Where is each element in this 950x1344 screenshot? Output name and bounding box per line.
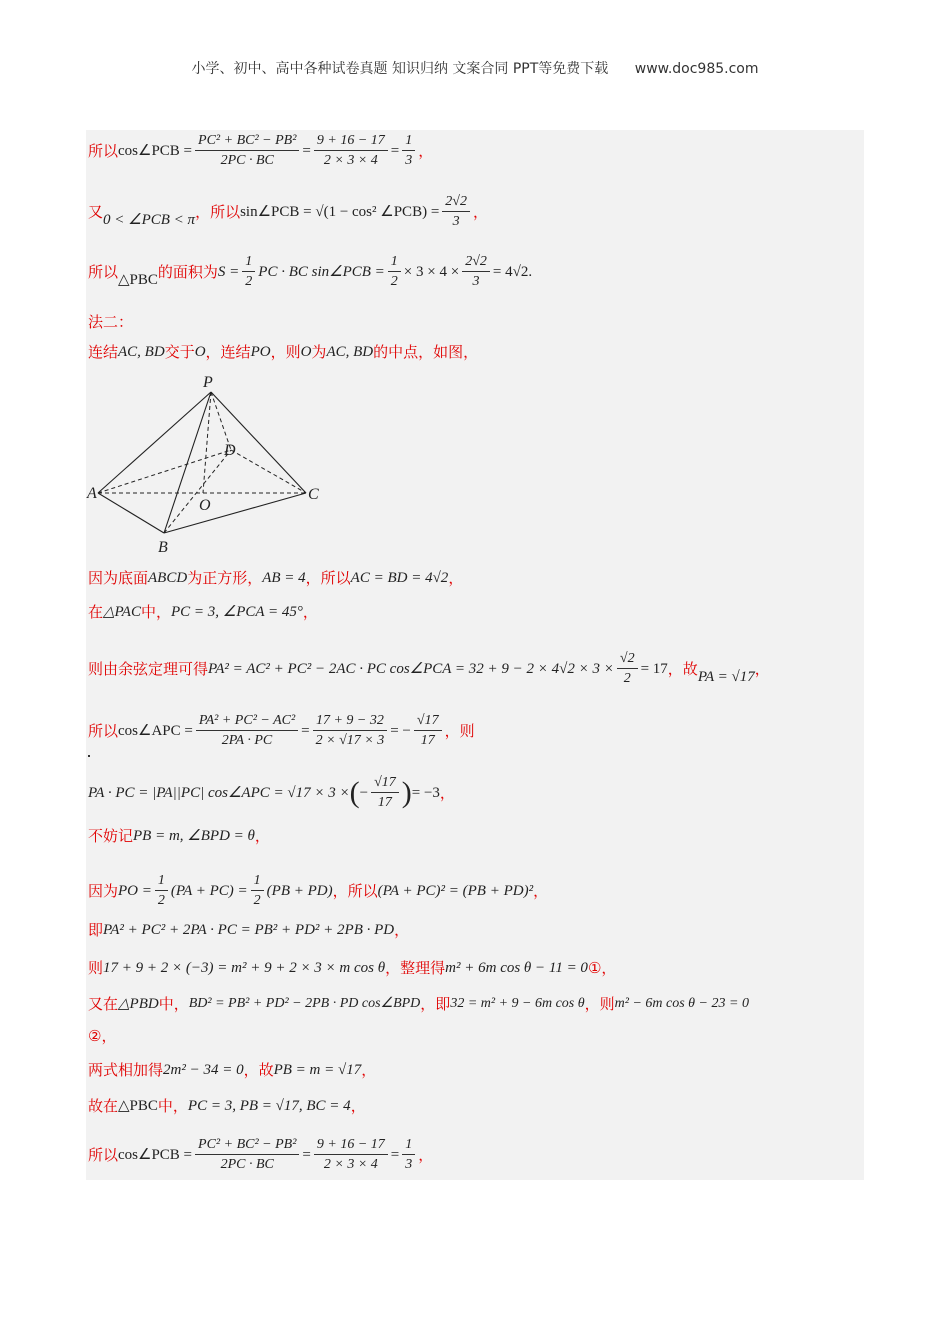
line-cosine-law-pa: 则由余弦定理可得 PA² = AC² + PC² − 2AC · PC cos∠PCA = 32 + 9 − 2 × 4√2 × 3 × $\frac{√2}{2}$ = 17 ，故 PA = √17 ， xyxy=(88,651,770,686)
fraction: $\frac{1}{3}$ xyxy=(402,132,415,169)
fraction: $\frac{√17}{17}$ xyxy=(371,774,399,811)
fraction: $\frac{1}{2}$ xyxy=(388,253,401,290)
fraction: $\frac{\text{PA² + PC² − AC²}}{2PA \cdot PC}$ xyxy=(196,712,298,749)
line-let-pb: 不妨记 PB = m, ∠BPD = θ ， xyxy=(88,827,270,845)
line-triangle-pbc: 故在 △PBC 中， PC = 3, PB = √17, BC = 4 ， xyxy=(88,1097,366,1115)
edge-ab xyxy=(98,493,164,533)
line-method-two: 法二： xyxy=(88,313,134,331)
line-sin-pcb: 又 0 < ∠PCB < π ，所以 sin∠PCB = √(1 − cos² ∠PCB) = $\frac{2√2}{3}$ ， xyxy=(88,194,488,229)
header-text: 小学、初中、高中各种试卷真题 知识归纳 文案合同 PPT等免费下载 xyxy=(191,61,609,77)
fraction: $\frac{2√2}{3}$ xyxy=(462,253,490,290)
fraction: $\frac{2√2}{3}$ xyxy=(442,193,470,230)
edge-dc xyxy=(231,450,306,493)
pyramid-diagram xyxy=(86,370,336,555)
fraction: $\frac{9 + 16 - 17}{2 \times 3 \times 4}$ xyxy=(314,132,388,169)
stray-dot xyxy=(88,755,90,757)
line-connect: 连结 AC, BD 交于 O ，连结 PO ，则 O 为 AC, BD 的中点，如图， xyxy=(88,343,479,361)
line-cos-apc: 所以 cos∠APC = $\frac{\text{PA² + PC² − AC²}}{2PA \cdot PC}$ = $\frac{17 + 9 - 32}{2 \times √17 \times 3}$ = − $\frac{√17}{17}$ ，则 xyxy=(88,713,475,748)
fraction: $\frac{9 + 16 - 17}{2 \times 3 \times 4}$ xyxy=(314,1136,388,1173)
label-p: P xyxy=(203,374,213,391)
line-cos-pcb-1: 所以 cos∠PCB = $\frac{\text{PC² + BC² − PB²}}{2PC \cdot BC}$ = $\frac{9 + 16 - 17}{2 \times 3 \times 4}$ = $\frac{1}{3}$ ， xyxy=(88,133,434,168)
label-a: A xyxy=(87,485,97,502)
line-circled-two: ②， xyxy=(88,1027,117,1045)
fraction: $\frac{1}{2}$ xyxy=(155,872,168,909)
diag-bd xyxy=(164,450,231,533)
solution-block xyxy=(86,130,864,1180)
line-square-base: 因为底面 ABCD 为正方形， AB = 4 ，所以 AC = BD = 4√2 ， xyxy=(88,569,464,587)
line-area: 所以 △PBC 的面积为 S = $\frac{1}{2}$ PC · BC sin∠PCB = $\frac{1}{2}$ × 3 × 4 × $\frac{2√2}{3}$ = 4√2 . xyxy=(88,254,533,289)
line-expand: 即 PA² + PC² + 2PA · PC = PB² + PD² + 2PB · PD ， xyxy=(88,921,410,939)
fraction: $\frac{17 + 9 - 32}{2 \times √17 \times 3}$ xyxy=(313,712,388,749)
line-equation-1: 则 17 + 9 + 2 × (−3) = m² + 9 + 2 × 3 × m cos θ ，整理得 m² + 6m cos θ − 11 = 0 ①， xyxy=(88,959,617,977)
fraction: $\frac{\text{PC² + BC² − PB²}}{2PC \cdot BC}$ xyxy=(195,1136,299,1173)
edge-bc xyxy=(164,493,306,533)
fraction: $\frac{1}{3}$ xyxy=(402,1136,415,1173)
fraction: $\frac{\text{PC² + BC² − PB²}}{2PC \cdot BC}$ xyxy=(195,132,299,169)
label-b: B xyxy=(158,539,168,555)
label-o: O xyxy=(199,497,211,514)
line-triangle-pac: 在 △PAC 中， PC = 3, ∠PCA = 45° ， xyxy=(88,603,318,621)
line-sum: 两式相加得 2m² − 34 = 0 ，故 PB = m = √17 ， xyxy=(88,1061,377,1079)
line-dot-product: PA · PC = |PA||PC| cos∠APC = √17 × 3 × ( − $\frac{√17}{17}$ ) = −3 ， xyxy=(88,775,455,810)
line-po-vector: 因为 PO = $\frac{1}{2}$ (PA + PC) = $\frac{1}{2}$ (PB + PD) ，所以 (PA + PC)² = (PB + PD)² ， xyxy=(88,873,549,908)
header-site: www.doc985.com xyxy=(634,61,759,77)
segment-po xyxy=(203,392,211,493)
fraction: $\frac{√2}{2}$ xyxy=(617,650,638,687)
line-cos-pcb-2: 所以 cos∠PCB = $\frac{\text{PC² + BC² − PB²}}{2PC \cdot BC}$ = $\frac{9 + 16 - 17}{2 \times 3 \times 4}$ = $\frac{1}{3}$ ， xyxy=(88,1137,434,1172)
fraction: $\frac{1}{2}$ xyxy=(242,253,255,290)
edge-ad xyxy=(98,450,231,493)
label-c: C xyxy=(308,486,319,503)
line-equation-2: 又在 △PBD 中， BD² = PB² + PD² − 2PB · PD cos∠BPD ，即 32 = m² + 9 − 6m cos θ ，则 m² − 6m cos θ − 23 = 0 xyxy=(88,995,749,1013)
label-d: D xyxy=(224,442,236,459)
fraction: $\frac{√17}{17}$ xyxy=(414,712,442,749)
fraction: $\frac{1}{2}$ xyxy=(251,872,264,909)
page-header xyxy=(0,58,950,78)
